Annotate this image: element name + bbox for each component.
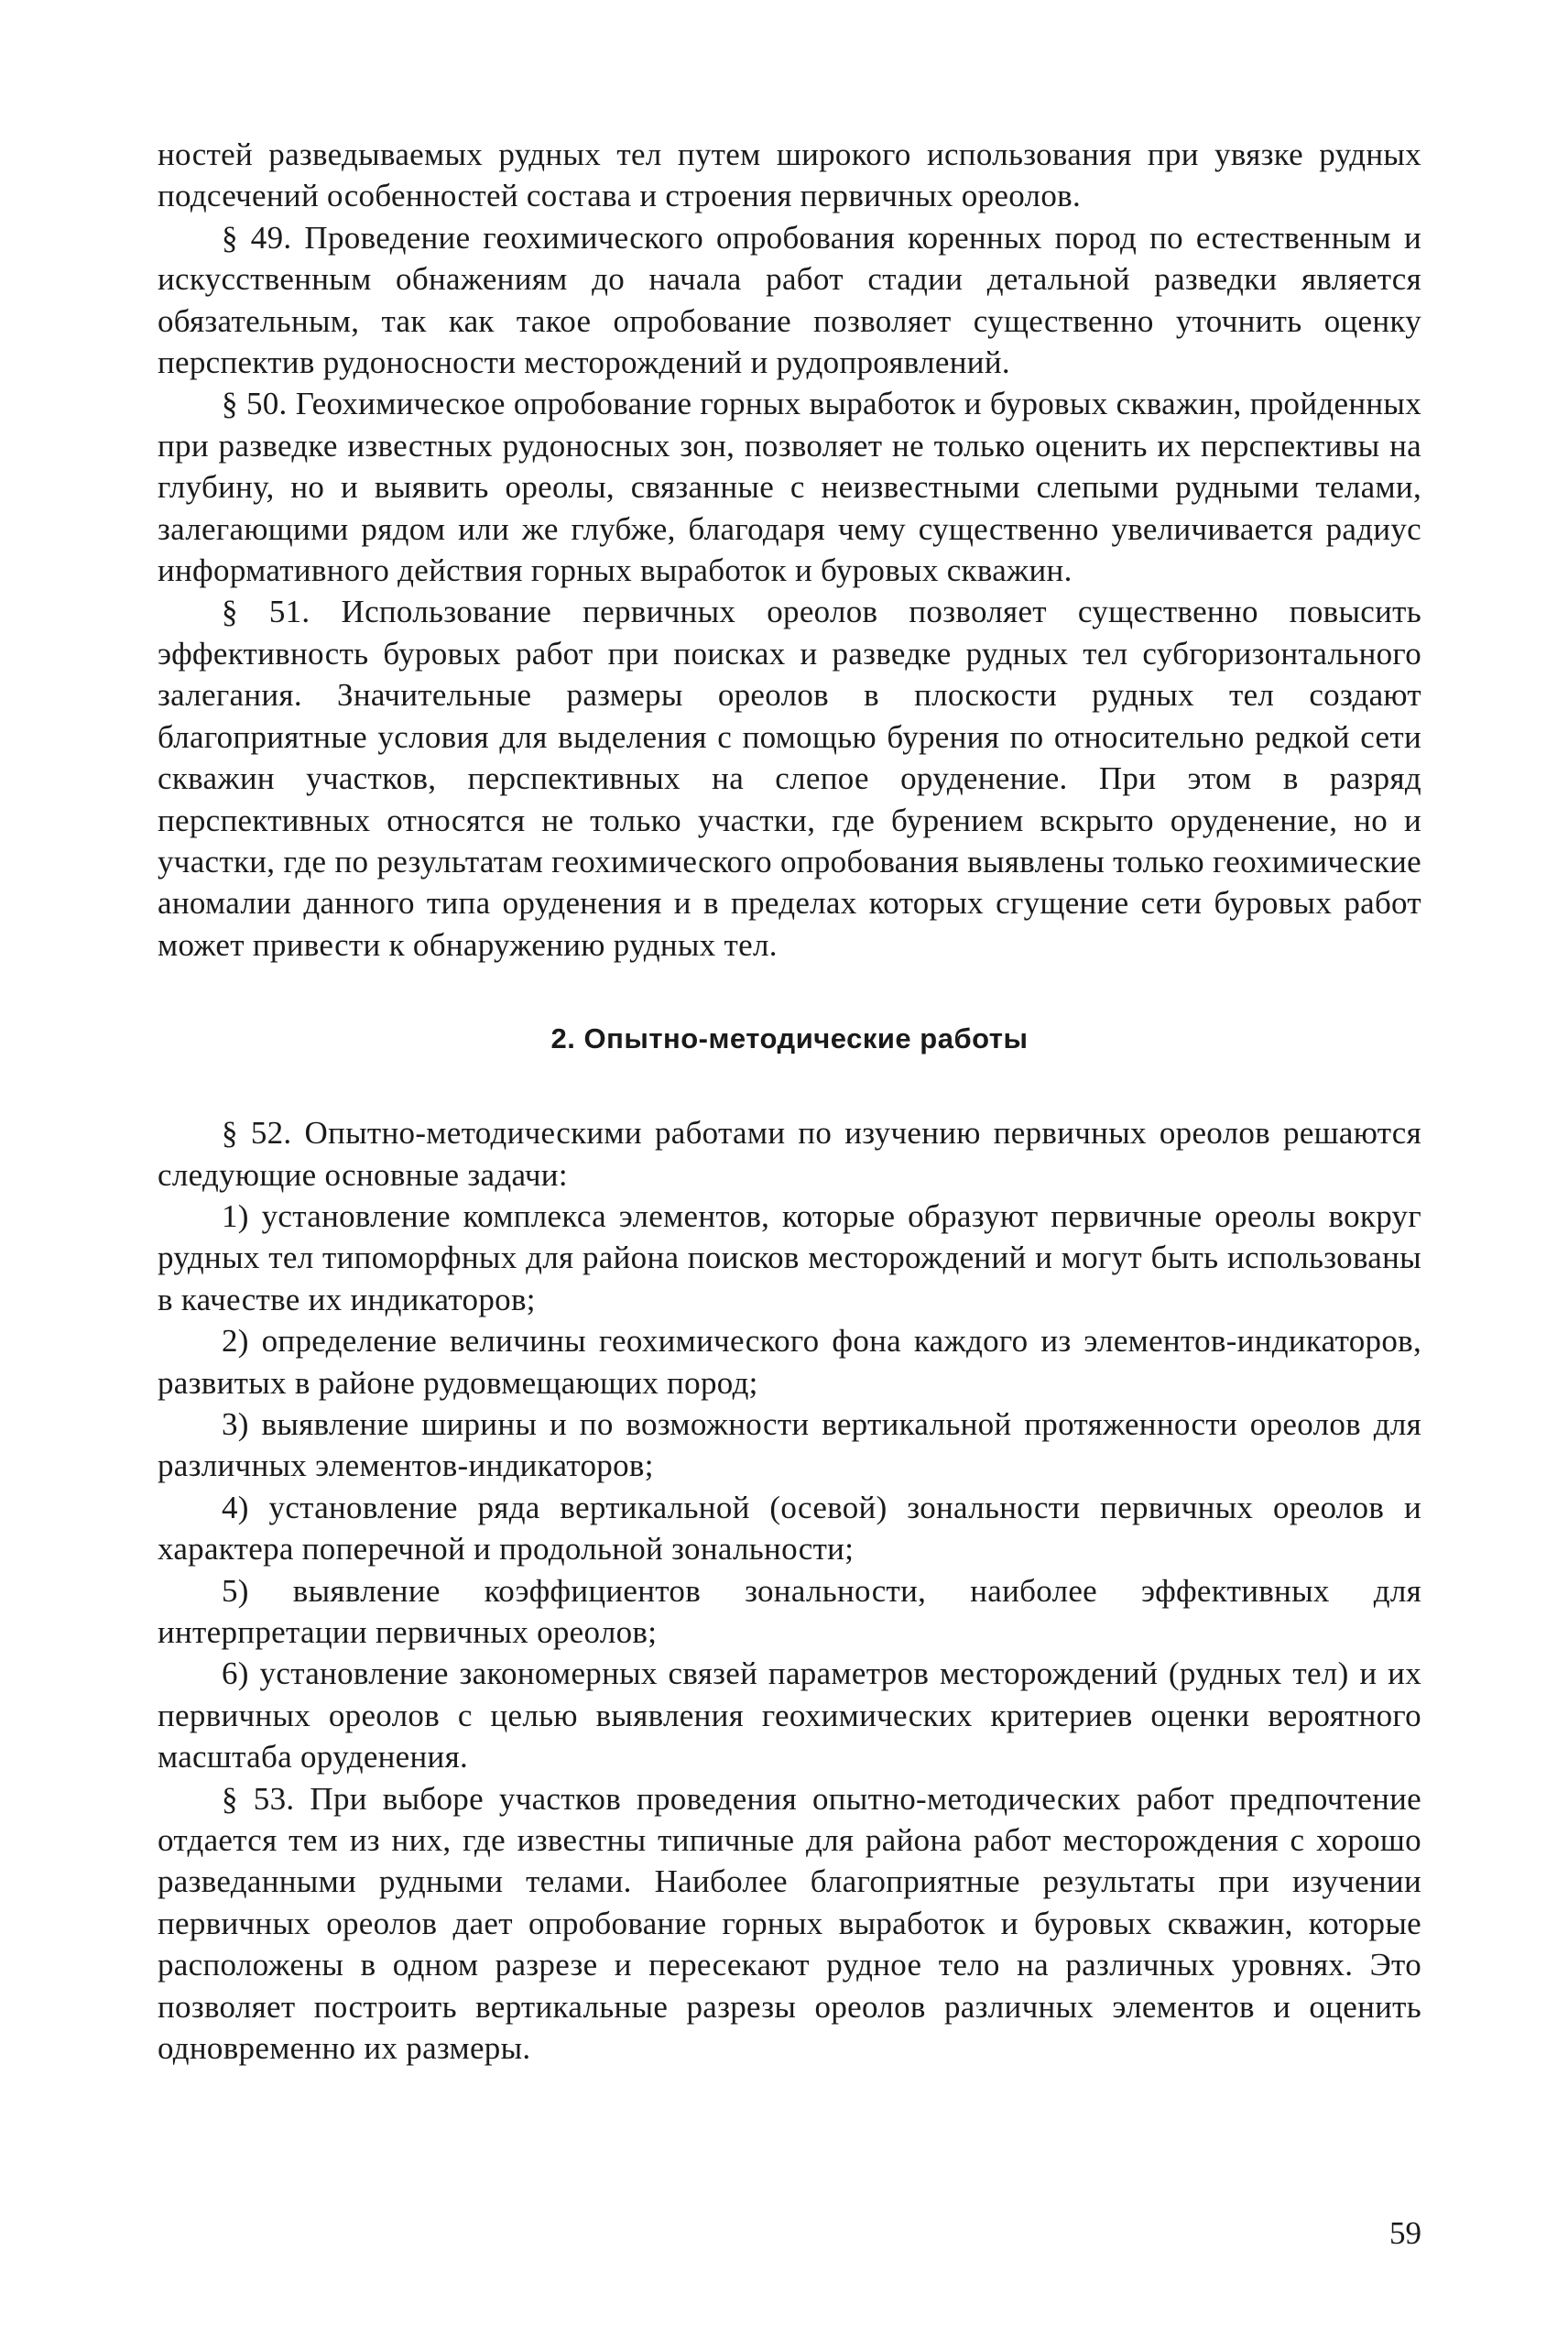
list-item-2: 2) определение величины геохимического фона каждого из элементов-индикаторов, развитых в районе рудовмещающих пород; xyxy=(158,1323,1421,1401)
paragraph-52: § 52. Опытно-методическими работами по изучению первичных ореолов решаются следующие основные задачи: xyxy=(158,1115,1421,1193)
section-heading: 2. Опытно-методические работы xyxy=(550,1022,1029,1055)
list-item-6: 6) установление закономерных связей параметров месторождений (рудных тел) и их первичных ореолов с целью выявления геохимических критериев оценки вероятного масштаба оруденения. xyxy=(158,1655,1421,1775)
list-item-3: 3) выявление ширины и по возможности вертикальной протяженности ореолов для различных элементов-индикаторов; xyxy=(158,1405,1421,1484)
page-number: 59 xyxy=(1389,2215,1421,2251)
list-item-4: 4) установление ряда вертикальной (осевой) зональности первичных ореолов и характера поперечной и продольной зональности; xyxy=(158,1489,1421,1568)
paragraph-50: § 50. Геохимическое опробование горных выработок и буровых скважин, пройденных при разведке известных рудоносных зон, позволяет не только оценить их перспективы на глубину, но и выявить ореолы, связанные с неизвестными слепыми рудными телами, залегающими рядом или же глубже, благодаря чему существенно увеличивается радиус информативного действия горных выработок и буровых скважин. xyxy=(158,386,1421,589)
document-page xyxy=(158,134,1421,2069)
list-item-1: 1) установление комплекса элементов, которые образуют первичные ореолы вокруг рудных тел типоморфных для района поисков месторождений и могут быть использованы в качестве их индикаторов; xyxy=(158,1197,1421,1317)
paragraph-48-continuation: ностей разведываемых рудных тел путем широкого использования при увязке рудных подсечений особенностей состава и строения первичных ореолов. xyxy=(158,137,1421,214)
list-item-5: 5) выявление коэффициентов зональности, наиболее эффективных для интерпретации первичных ореолов; xyxy=(158,1572,1421,1650)
paragraph-49: § 49. Проведение геохимического опробования коренных пород по естественным и искусственным обнажениям до начала работ стадии детальной разведки является обязательным, так как такое опробование позволяет существенно уточнить оценку перспектив рудоносности месторождений и рудопроявлений. xyxy=(158,219,1421,381)
paragraph-53: § 53. При выборе участков проведения опытно-методических работ предпочтение отдается тем из них, где известны типичные для района работ месторождения с хорошо разведанными рудными телами. Наиболее благоприятные результаты при изучении первичных ореолов дает опробование горных выработок и буровых скважин, которые расположены в одном разрезе и пересекают рудное тело на различных уровнях. Это позволяет построить вертикальные разрезы ореолов различных элементов и оценить одновременно их размеры. xyxy=(158,1780,1421,2067)
paragraph-51: § 51. Использование первичных ореолов позволяет существенно повысить эффективность буровых работ при поисках и разведке рудных тел субгоризонтального залегания. Значительные размеры ореолов в плоскости рудных тел создают благоприятные условия для выделения с помощью бурения по относительно редкой сети скважин участков, перспективных на слепое оруденение. При этом в разряд перспективных относятся не только участки, где бурением вскрыто оруденение, но и участки, где по результатам геохимического опробования выявлены только геохимические аномалии данного типа оруденения и в пределах которых сгущение сети буровых работ может привести к обнаружению рудных тел. xyxy=(158,594,1421,963)
